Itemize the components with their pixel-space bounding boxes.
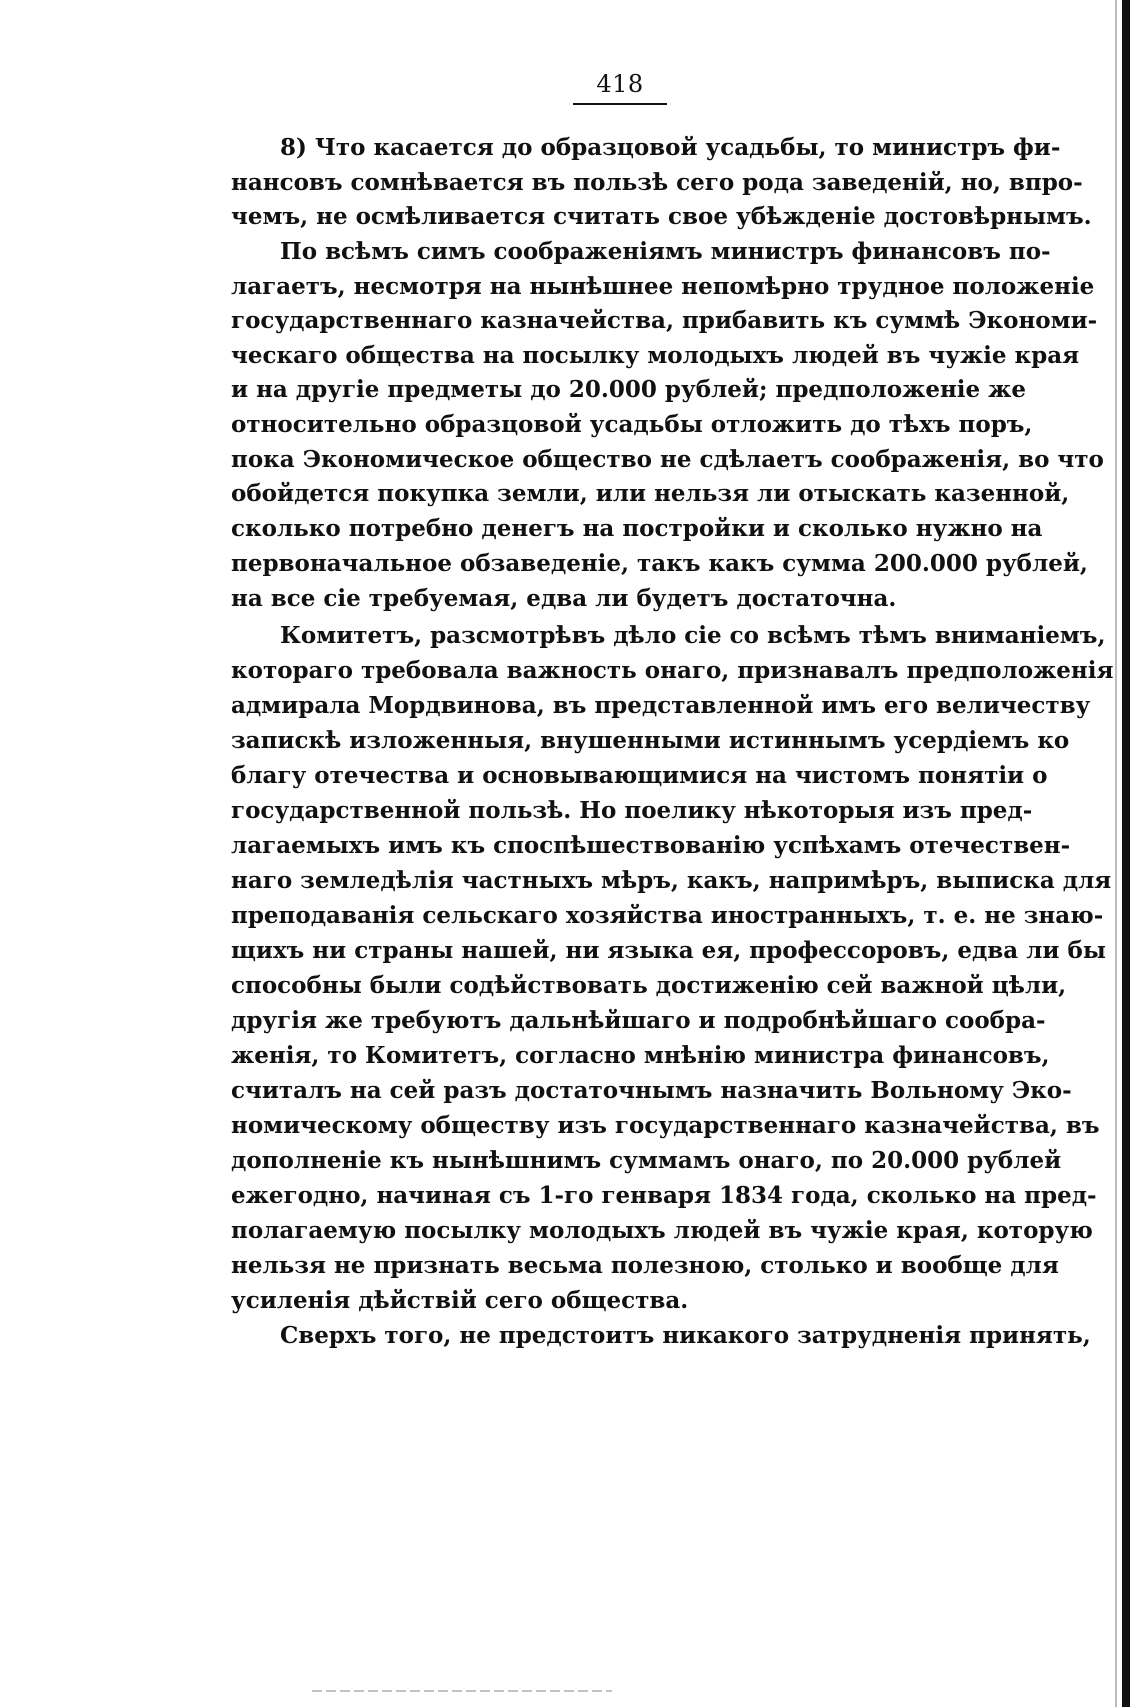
- text-line-31: ежегодно, начиная съ 1-го генваря 1834 года, сколько на пред-: [231, 1182, 1097, 1209]
- text-line-9: относительно образцовой усадьбы отложить до тѣхъ поръ,: [231, 411, 1033, 438]
- text-line-19: благу отечества и основывающимися на чистомъ понятіи о: [231, 762, 1048, 789]
- text-line-21: лагаемыхъ имъ къ споспѣшествованію успѣхамъ отечествен-: [231, 832, 1071, 859]
- text-line-33: нельзя не признать весьма полезною, столько и вообще для: [231, 1252, 1059, 1279]
- text-line-8: и на другіе предметы до 20.000 рублей; предположеніе же: [231, 376, 1027, 403]
- text-line-18: запискѣ изложенныя, внушенными истиннымъ усердіемъ ко: [231, 727, 1070, 754]
- text-line-7: ческаго общества на посылку молодыхъ людей въ чужіе края: [231, 342, 1080, 369]
- text-line-5: лагаетъ, несмотря на нынѣшнее непомѣрно трудное положеніе: [231, 273, 1095, 300]
- text-line-4: По всѣмъ симъ соображеніямъ министръ финансовъ по-: [280, 238, 1051, 265]
- text-line-17: адмирала Мордвинова, въ представленной имъ его величеству: [231, 692, 1091, 719]
- text-line-30: дополненіе къ нынѣшнимъ суммамъ онаго, по 20.000 рублей: [231, 1147, 1062, 1174]
- page-binding-edge: [1122, 0, 1130, 1707]
- scan-bottom-trace: [312, 1690, 612, 1692]
- text-line-12: сколько потребно денегъ на постройки и сколько нужно на: [231, 515, 1043, 542]
- text-line-2: нансовъ сомнѣвается въ пользѣ сего рода заведеній, но, впро-: [231, 169, 1083, 196]
- text-line-24: щихъ ни страны нашей, ни языка ея, профессоровъ, едва ли бы: [231, 937, 1106, 964]
- text-line-20: государственной пользѣ. Но поелику нѣкоторыя изъ пред-: [231, 797, 1033, 824]
- text-line-15: Комитетъ, разсмотрѣвъ дѣло сіе со всѣмъ тѣмъ вниманіемъ,: [280, 622, 1106, 649]
- text-line-3: чемъ, не осмѣливается считать свое убѣжденіе достовѣрнымъ.: [231, 203, 1092, 230]
- text-line-23: преподаванія сельскаго хозяйства иностранныхъ, т. е. не знаю-: [231, 902, 1104, 929]
- text-line-1: 8) Что касается до образцовой усадьбы, то министръ фи-: [280, 134, 1061, 161]
- page-number-rule: [573, 103, 667, 105]
- text-line-16: котораго требовала важность онаго, признавалъ предположенія: [231, 657, 1114, 684]
- text-line-28: считалъ на сей разъ достаточнымъ назначить Вольному Эко-: [231, 1077, 1072, 1104]
- text-line-13: первоначальное обзаведеніе, такъ какъ сумма 200.000 рублей,: [231, 550, 1088, 577]
- text-line-34: усиленія дѣйствій сего общества.: [231, 1287, 689, 1314]
- text-line-10: пока Экономическое общество не сдѣлаетъ соображенія, во что: [231, 446, 1104, 473]
- text-line-32: полагаемую посылку молодыхъ людей въ чужіе края, которую: [231, 1217, 1093, 1244]
- text-line-27: женія, то Комитетъ, согласно мнѣнію министра финансовъ,: [231, 1042, 1050, 1069]
- text-line-29: номическому обществу изъ государственнаго казначейства, въ: [231, 1112, 1100, 1139]
- page-number: 418: [596, 70, 644, 98]
- text-line-11: обойдется покупка земли, или нельзя ли отыскать казенной,: [231, 480, 1070, 507]
- text-line-6: государственнаго казначейства, прибавить къ суммѣ Экономи-: [231, 307, 1098, 334]
- text-line-14: на все сіе требуемая, едва ли будетъ достаточна.: [231, 585, 897, 612]
- text-line-22: наго земледѣлія частныхъ мѣръ, какъ, напримѣръ, выписка для: [231, 867, 1112, 894]
- text-line-25: способны были содѣйствовать достиженію сей важной цѣли,: [231, 972, 1067, 999]
- text-line-35: Сверхъ того, не предстоитъ никакого затрудненія принять,: [280, 1322, 1091, 1349]
- text-line-26: другія же требуютъ дальнѣйшаго и подробнѣйшаго сообра-: [231, 1007, 1046, 1034]
